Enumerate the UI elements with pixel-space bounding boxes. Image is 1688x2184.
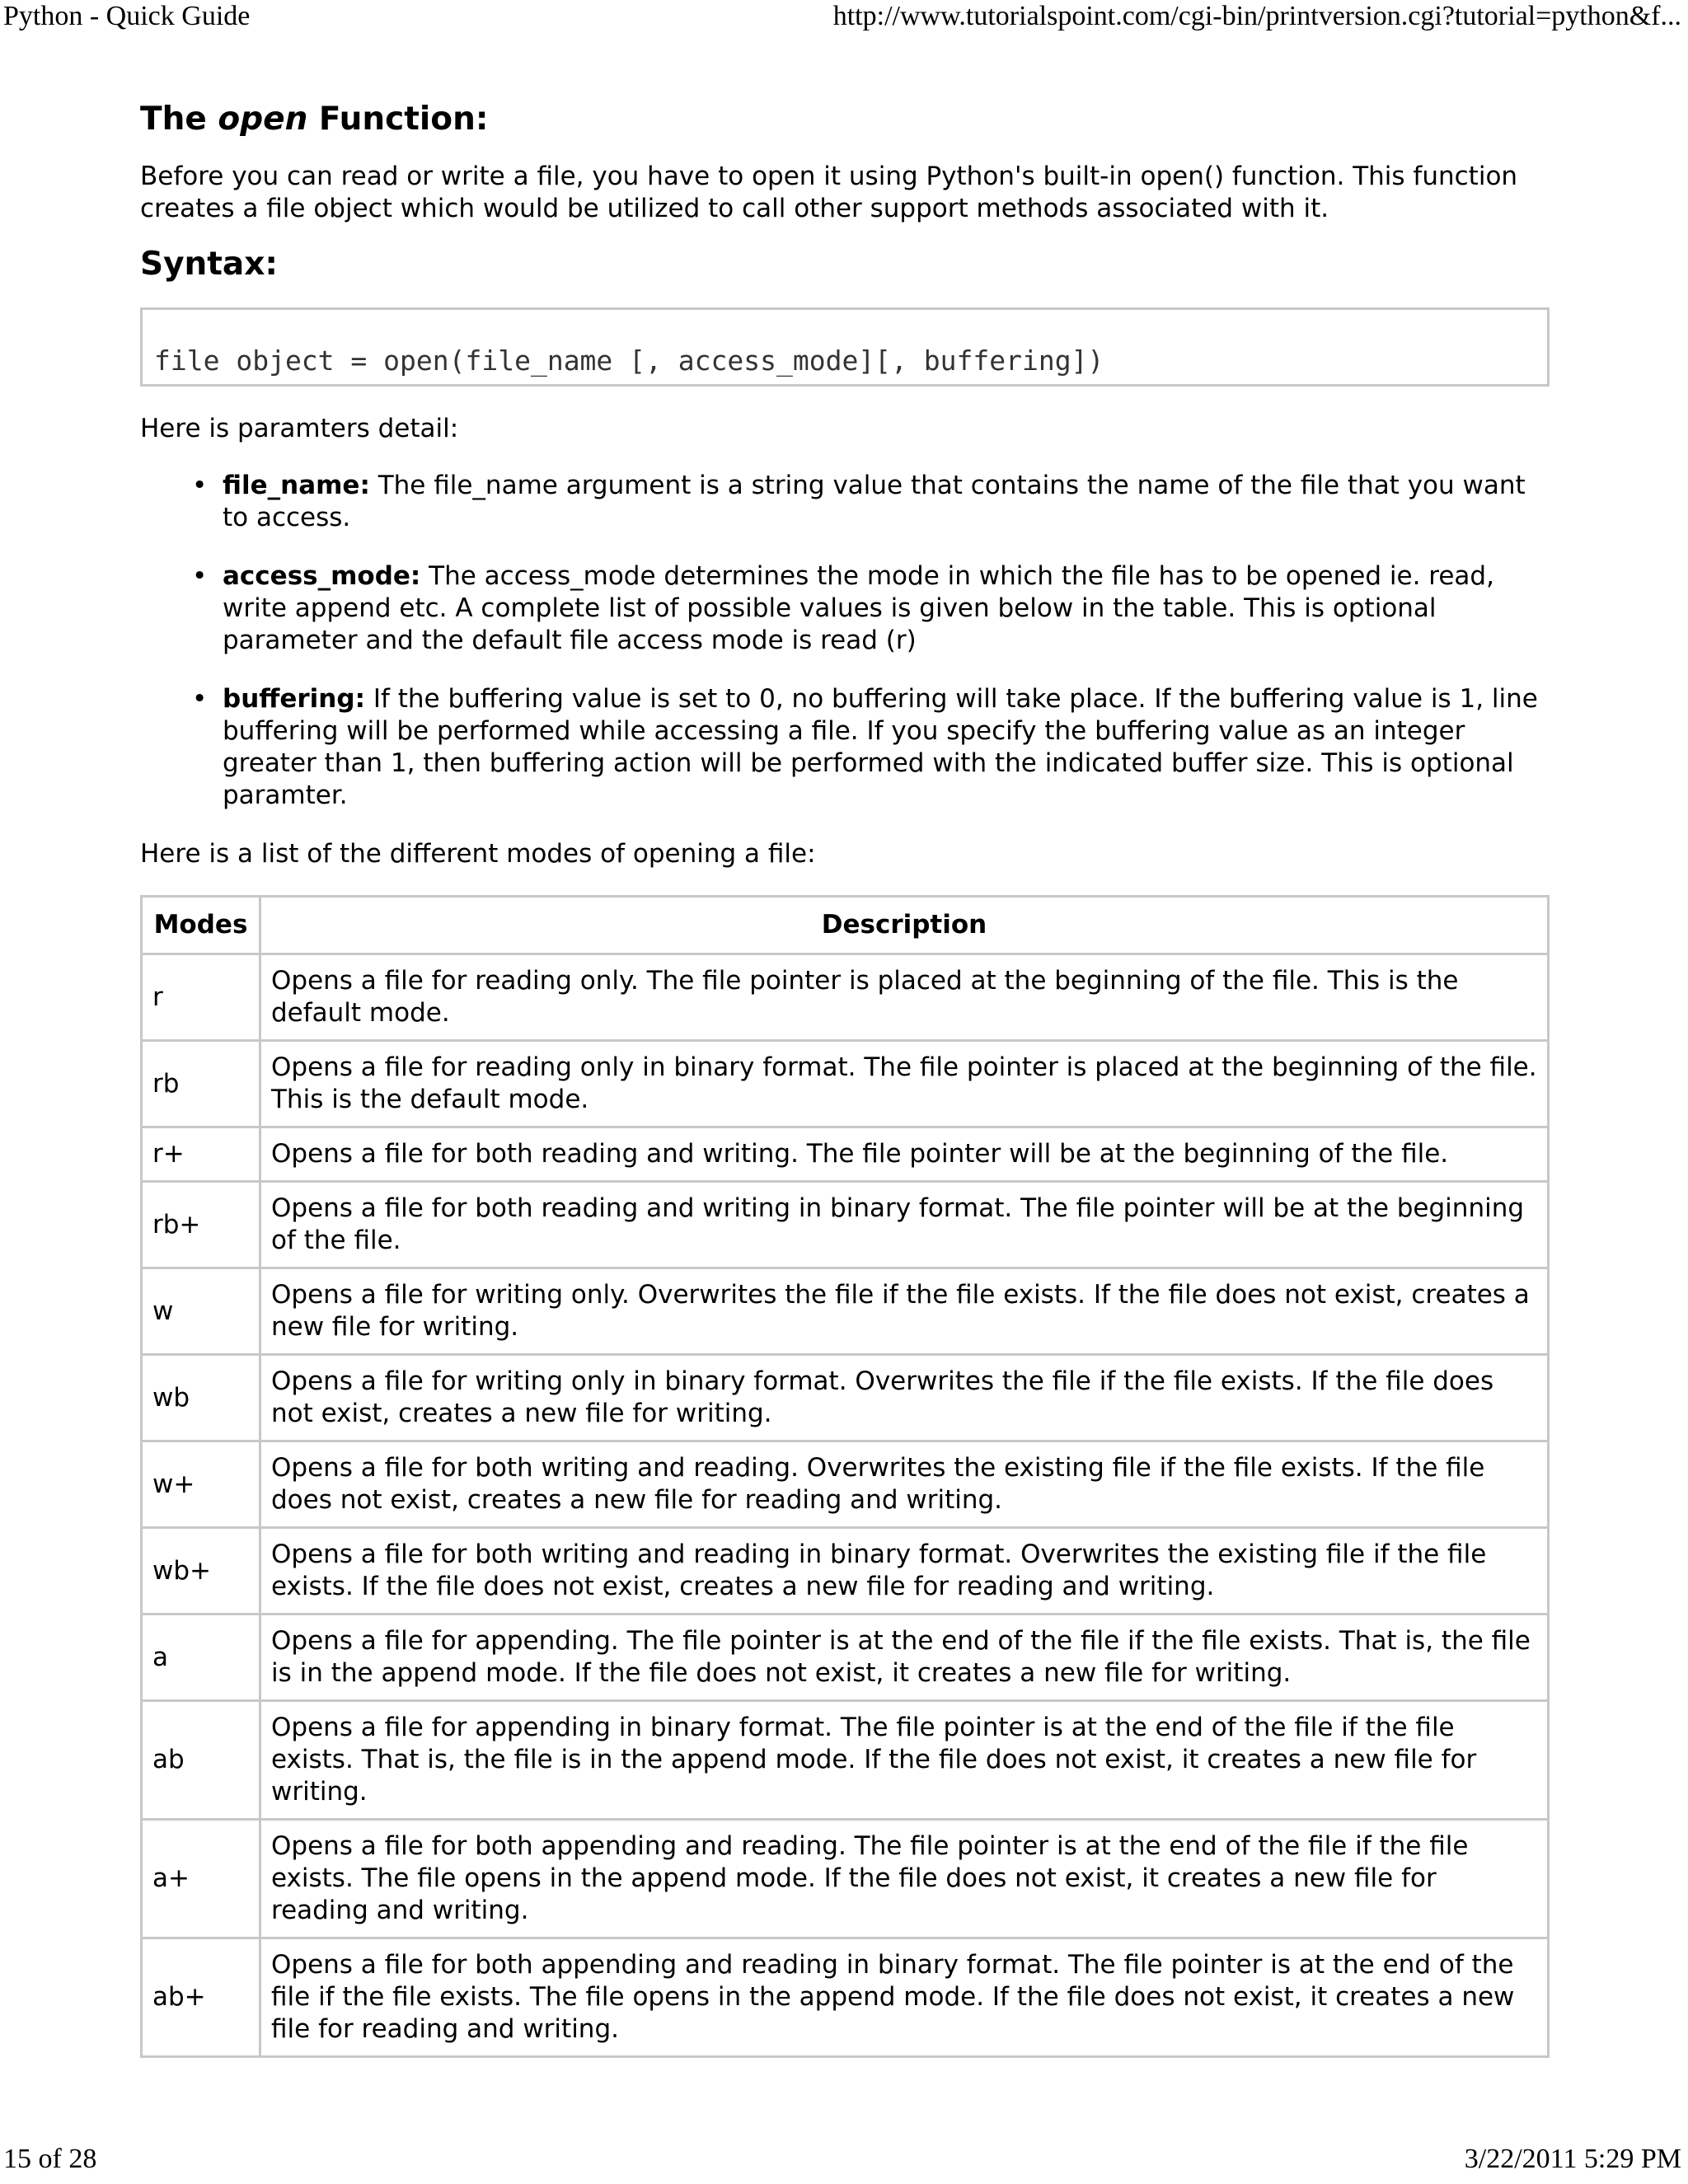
- print-header: [0, 0, 1688, 33]
- table-row: [142, 1041, 1549, 1127]
- table-row: [142, 1615, 1549, 1701]
- mode-cell: a: [142, 1615, 260, 1701]
- table-row: [142, 1268, 1549, 1355]
- mode-cell: wb: [142, 1355, 260, 1441]
- print-header-title: Python - Quick Guide: [3, 1, 251, 31]
- param-name: file_name:: [223, 471, 370, 500]
- param-desc: The file_name argument is a string value that contains the name of the file that you want to access.: [223, 471, 1526, 532]
- mode-cell: r: [142, 954, 260, 1041]
- mode-cell: rb+: [142, 1182, 260, 1268]
- print-header-url: http://www.tutorialspoint.com/cgi-bin/printversion.cgi?tutorial=python&f...: [832, 1, 1681, 31]
- params-list: [140, 470, 1550, 812]
- table-header-row: [142, 897, 1549, 954]
- mode-cell: r+: [142, 1127, 260, 1182]
- table-row: [142, 1528, 1549, 1615]
- header-modes: Modes: [142, 897, 260, 954]
- param-name: buffering:: [223, 684, 365, 714]
- mode-cell: wb+: [142, 1528, 260, 1615]
- syntax-heading: Syntax:: [140, 246, 278, 283]
- table-row: [142, 1441, 1549, 1528]
- table-row: [142, 1938, 1549, 2057]
- param-desc: If the buffering value is set to 0, no buffering will take place. If the buffering value is 1, line buffering will be performed while accessing a file. If you specify the buffering value as an integer greater than 1, then buffering action will be performed with the indicated buffer size. This is optional paramter.: [223, 684, 1538, 810]
- mode-cell: ab: [142, 1701, 260, 1820]
- description-cell: Opens a file for both reading and writing in binary format. The file pointer will be at the beginning of the file.: [260, 1182, 1549, 1268]
- mode-cell: a+: [142, 1820, 260, 1938]
- bullet-icon: •: [192, 471, 208, 500]
- description-cell: Opens a file for both writing and reading in binary format. Overwrites the existing file if the file exists. If the file does not exist, creates a new file for reading and writing.: [260, 1528, 1549, 1615]
- table-row: [142, 1182, 1549, 1268]
- description-cell: Opens a file for both appending and reading. The file pointer is at the end of the file if the file exists. The file opens in the append mode. If the file does not exist, it creates a new file for reading and writing.: [260, 1820, 1549, 1938]
- description-cell: Opens a file for both writing and reading. Overwrites the existing file if the file exists. If the file does not exist, creates a new file for reading and writing.: [260, 1441, 1549, 1528]
- description-cell: Opens a file for both reading and writing. The file pointer will be at the beginning of the file.: [260, 1127, 1549, 1182]
- param-item: [192, 560, 1550, 657]
- description-cell: Opens a file for both appending and reading in binary format. The file pointer is at the end of the file if the file exists. The file opens in the append mode. If the file does not exist, it creates a new file for reading and writing.: [260, 1938, 1549, 2057]
- params-intro: Here is paramters detail:: [140, 414, 459, 443]
- description-cell: Opens a file for reading only. The file pointer is placed at the beginning of the file. This is the default mode.: [260, 954, 1549, 1041]
- mode-cell: w+: [142, 1441, 260, 1528]
- description-cell: Opens a file for reading only in binary format. The file pointer is placed at the beginning of the file. This is the default mode.: [260, 1041, 1549, 1127]
- modes-intro: Here is a list of the different modes of opening a file:: [140, 839, 816, 869]
- intro-paragraph: Before you can read or write a file, you have to open it using Python's built-in open() function. This function creates a file object which would be utilized to call other support methods associated with it.: [140, 162, 1518, 223]
- param-desc: The access_mode determines the mode in which the file has to be opened ie. read, write append etc. A complete list of possible values is given below in the table. This is optional parameter and the default file access mode is read (r): [223, 561, 1494, 655]
- description-cell: Opens a file for appending. The file pointer is at the end of the file if the file exists. That is, the file is in the append mode. If the file does not exist, it creates a new file for writing.: [260, 1615, 1549, 1701]
- bullet-icon: •: [192, 684, 208, 714]
- table-row: [142, 1701, 1549, 1820]
- modes-table: [140, 895, 1550, 2058]
- description-cell: Opens a file for writing only. Overwrites the file if the file exists. If the file does not exist, creates a new file for writing.: [260, 1268, 1549, 1355]
- description-cell: Opens a file for appending in binary format. The file pointer is at the end of the file if the file exists. That is, the file is in the append mode. If the file does not exist, it creates a new file for writing.: [260, 1701, 1549, 1820]
- table-row: [142, 954, 1549, 1041]
- bullet-icon: •: [192, 561, 208, 591]
- page-counter: 15 of 28: [3, 2144, 97, 2174]
- page-content: [140, 95, 1550, 2058]
- description-cell: Opens a file for writing only in binary format. Overwrites the file if the file exists. If the file does not exist, creates a new file for writing.: [260, 1355, 1549, 1441]
- param-item: [192, 683, 1550, 812]
- header-description: Description: [260, 897, 1549, 954]
- print-timestamp: 3/22/2011 5:29 PM: [1464, 2144, 1681, 2174]
- mode-cell: ab+: [142, 1938, 260, 2057]
- page-title: The open Function:: [140, 101, 489, 138]
- mode-cell: w: [142, 1268, 260, 1355]
- table-row: [142, 1127, 1549, 1182]
- print-footer: [0, 2143, 1688, 2176]
- syntax-code-block: file object = open(file_name [, access_mode][, buffering]): [140, 307, 1550, 387]
- param-item: [192, 470, 1550, 534]
- param-name: access_mode:: [223, 561, 421, 591]
- table-row: [142, 1355, 1549, 1441]
- table-row: [142, 1820, 1549, 1938]
- mode-cell: rb: [142, 1041, 260, 1127]
- title-italic-open: open: [218, 101, 308, 138]
